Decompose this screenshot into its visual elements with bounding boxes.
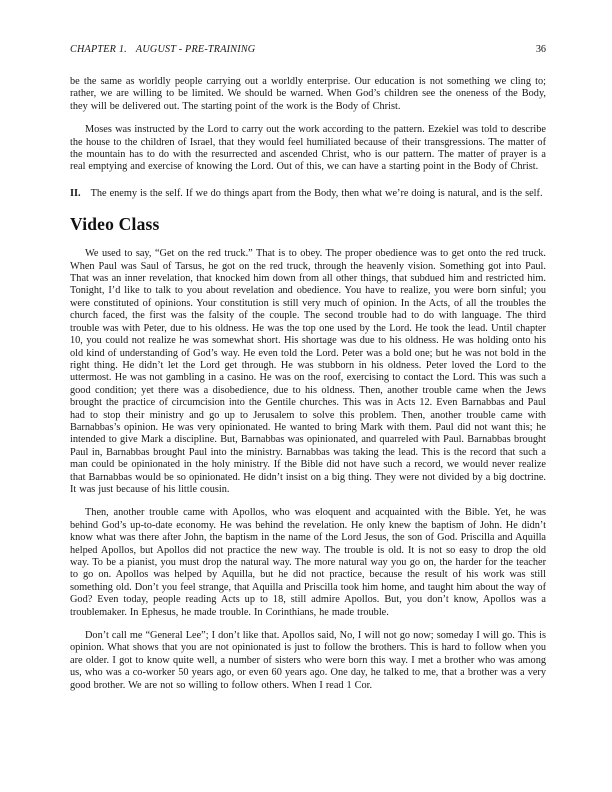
numbered-item-text: The enemy is the self. If we do things apart from the Body, then what we’re doing is natural, and is the self. <box>90 187 543 199</box>
paragraph-red-truck: We used to say, “Get on the red truck.” That is to obey. The proper obedience was to get onto the red truck. When Paul was Saul of Tarsus, he got on the red truck, through the heavenly vision. Something got into Paul. That was an inner revelation, that knocked him down from all other things, that subdued him and restricted him. Tonight, I’d like to talk to you about revelation and obedience. You have to realize, you were born sinful; you were constituted of opinions. Your constitution is still very much of opinion. In the Acts, of all the troubles the church faced, the first was the falsity of the couple. The second trouble had to do with language. The third trouble was with Peter, due to his oldness. He was the top one used by the Lord. He took the lead. Until chapter 10, you could not realize he was somewhat short. His shortage was due to his oldness. He was holding onto his old kind of understanding of God’s way. He even told the Lord. Peter was a bold one; but he was not bold in the right thing. He didn’t let the Lord get through. He was stubborn in his oldness. Peter loved the Lord to the uttermost. He was not gambling in a casino. He was on the roof, exercising to contact the Lord. This was such a good condition; yet there was a disobedience, due to his oldness. Then, another trouble came when the Jews brought the practice of circumcision into the Gentile churches. This was in Acts 12. Even Barnabbas and Paul had to stop their ministry and go up to Jerusalem to solve this problem. Then, another trouble came with Barnabbas’s opinion. He was very opinionated. He wanted to bring Mark with them. Paul did not want this; he intended to give Mark a discipline. But, Barnabbas was opinionated, and quarreled with Paul. Barnabbas brought Paul in, Barnabbas brought Paul into the ministry. Barnabbas was taking the lead. This is the record that such a man could be opinionated in the holy ministry. If the Bible did not have such a record, we would never realize that Barnabbas would be so opinionated. He didn’t insist on a big thing. They were not divided by a big doctrine. It was just because of his little cousin. <box>70 248 546 495</box>
running-header-title <box>70 44 255 56</box>
numbered-item-II <box>70 188 546 200</box>
running-header <box>70 44 546 56</box>
paragraph-apollos: Then, another trouble came with Apollos, who was eloquent and acquainted with the Bible. Yet, he was behind God’s up-to-date economy. He was behind the revelation. He only knew the baptism of John. He didn’t know what was there after John, the baptism in the name of the Lord Jesus, the son of God. Priscilla and Aquilla helped Apollos, but Apollos did not practice the new way. The trouble is old. It is not so easy to drop the old way. To be a pianist, you must drop the natural way. The more natural way you go on, the harder for the teacher to go on. Apollos was helped by Aquilla, but he did not practice, because the result of his work was still something old. Don’t you feel strange, that Aquilla and Priscilla took him home, and taught him about the way of God? Even today, people reading Acts up to 18, still admire Apollos. But, you don’t know, Apollos was a troublemaker. In Ephesus, he made trouble. In Corinthians, he made trouble. <box>70 507 546 618</box>
chapter-title: AUGUST - PRE-TRAINING <box>135 44 256 55</box>
page-number: 36 <box>535 44 546 55</box>
chapter-label: CHAPTER 1. <box>70 44 127 55</box>
numbered-item-label: II. <box>70 187 81 199</box>
paragraph-moses-pattern: Moses was instructed by the Lord to carry out the work according to the pattern. Ezekiel was told to describe the house to the children of Israel, that they would feel humiliated because of their transgressions. The matter of the mountain has to do with the resurrected and ascended Christ, who is our pattern. The matter of prayer is a real emptying and exercise of knowing the Lord. Out of this, we can have a starting point in the Body of Christ. <box>70 124 546 173</box>
paragraph-general-lee: Don’t call me “General Lee”; I don’t like that. Apollos said, No, I will not go now; someday I will go. This is opinion. What shows that you are not opinionated is just to follow the brothers. This is hard to follow when you are older. I got to know quite well, a number of sisters who were born this way. I met a brother who was among us, who was a co-worker 50 years ago, or even 60 years ago. One day, he talked to me, that a brother was a very good brother. We are not so willing to follow others. When I read 1 Cor. <box>70 630 546 691</box>
paragraph-intro-continuation: be the same as worldly people carrying out a worldly enterprise. Our education is not something we cling to; rather, we are willing to be limited. We should be warned. When God’s children see the oneness of the Body, they will be delivered out. The starting point of the work is the Body of Christ. <box>70 76 546 112</box>
section-heading-video-class: Video Class <box>70 214 160 235</box>
